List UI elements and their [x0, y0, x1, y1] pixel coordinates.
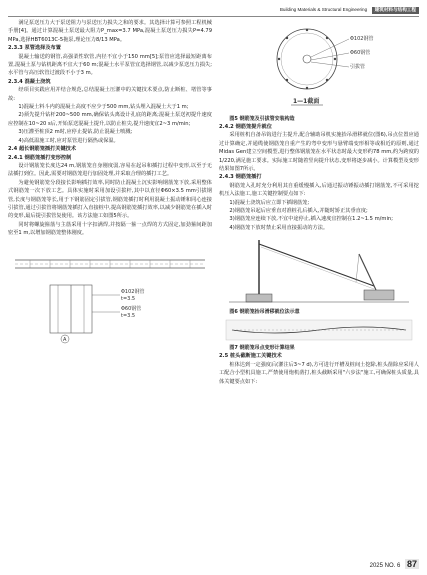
figure-6-caption: 图6 钢筋笼抬吊滑移就位法示意: [229, 309, 300, 316]
paragraph: 为避免钢筋笼分段接长影响插打效率,同时防止混凝土沉实影响钢筋笼下放,采用整体式钢筋笼一次下放工艺。具体实施时采用加设引拔杆,其中以直径Φ60×3.5 mm引拔钢管,长度与钢筋笼等长,用于下钢筋固定引拔管,钢筋笼插打时利用混凝土振动锤和同心连接引拔管,通过引拔管将钢筋笼插打入直接桩中,提高钢筋笼插打效率,以减少钢筋笼在插入时的变形,最后提引拔管复使用。该方法施工如图5所示。: [8, 179, 212, 220]
center-pipe: [303, 55, 311, 63]
right-column: [219, 19, 419, 386]
paragraph: 同时将螺旋箍筋与主筋采用十字扣满焊,并按隔一箍一点焊的方式固定,加劲箍间距加密至1 m,以增加钢筋笼整体刚度。: [8, 221, 212, 237]
figure-5-caption: 图5 钢筋笼及引拔管安装构造: [229, 116, 295, 122]
rebar-cage-elevation-figure: [10, 240, 210, 345]
section-heading: 2.3.4 混凝土浇筑: [8, 78, 51, 85]
figure-7-caption: 图7 钢筋笼吊点变形计算结果: [229, 345, 295, 352]
leader-line: [311, 53, 349, 60]
paragraph: 经项目实践应用并结合规范,总结混凝土压灌中的关键技术要点,防止断桩、堵管等事故:: [8, 87, 212, 102]
paragraph: 混凝土输送的钢管,高强柔性软管,内径不宜小于150 mm[5];泵管应选择最短距离布置,混凝土泵与钻机距离不宜大于60 m;混凝土水平泵管宜选择钢管,以减少泵送压力损失;水平管与高压软管过渡段不小于3 m。: [8, 53, 212, 77]
rebar-cage-lower: [261, 247, 374, 289]
section-heading: 2.4.1 钢筋笼插打变形控制: [8, 154, 72, 161]
figure-6-diagram: [224, 234, 414, 306]
section-heading: 2.5 桩头截断施工关键技术: [219, 353, 282, 360]
section-heading: 2.4.2 钢筋笼提升就位: [219, 124, 272, 130]
figure-7-diagram: [224, 318, 414, 342]
page-footer: [370, 559, 419, 569]
paragraph: 满足泵送压力大于泵送阻力与泵送压力损失之和的要求。其选择计算可参照工程机械手册[4]。通过计算混凝土泵送最大阻力P_max=3.7 MPa,混凝土泵送压力损失P=4.79 MPa,选择HBT6013C-5拖泵,理论压力8/13 MPa。: [8, 20, 212, 43]
paragraph: 3)压灌至桩顶2 m时,应停止提钻,防止混凝土喷溅;: [18, 129, 133, 136]
thickness-label: t=3.5: [121, 312, 136, 319]
paragraph: 4)钢筋笼下放时禁止采用直接振动的方法。: [229, 224, 329, 231]
outer-pipe-label: Φ60钢管: [121, 305, 142, 312]
mid-pipe-label: Φ60钢管: [350, 50, 371, 56]
paragraph: 4)高低温施工时,应对泵管进行隔热或保温。: [18, 137, 119, 144]
thickness-label: t=3.5: [121, 295, 136, 302]
pile-rig-body: [246, 294, 272, 302]
leader-line: [311, 39, 349, 57]
running-header: [8, 4, 419, 17]
journal-name-en: Building Materials & Structural Engineering: [279, 7, 368, 12]
paragraph: 桩体达到一定强度后(灌注后3~7 d),方可进行开槽及桩间土挖除,桩头凿除应采用人工配合小型机具施工,严禁使用炮机凿打,桩头截断采用"六步法"施工,可确保桩头质量,具体关键要点如下:: [219, 361, 419, 385]
rebar-cage: [259, 244, 374, 286]
section-label: 1—1截面: [293, 98, 320, 105]
figure-5-diagram: [229, 21, 409, 113]
top-pipe-label: Φ102钢管: [350, 36, 374, 42]
paragraph: 设计钢筋笼长度达24 m,钢筋笼自身刚度弱,容易在起吊和插打过程中变形,以至于无法插打到位。因此,需要对钢筋笼进行加固处理,并采取合理的插打工艺。: [8, 162, 212, 178]
inner-pipe-label: Φ102钢管: [121, 288, 145, 295]
crane-boom: [359, 254, 376, 290]
left-column: [8, 19, 212, 347]
paragraph: 1)混凝土料斗内的混凝土高度不应少于500 mm,钻头埋入混凝土大于1 m;: [18, 104, 189, 111]
paragraph: 1)混凝土浇筑后应立即下插钢筋笼;: [229, 199, 310, 206]
pull-pipe-label: 引拔管: [350, 64, 366, 70]
paragraph: 2)须先提升钻杆200~500 mm,确保钻头离设计孔底的距离;混凝土泵送初提升速度应控制在10~20 s后,开始泵送混凝土提升,以防止桩尖,提升速度宜2~3 m/min;: [8, 112, 212, 127]
crane-body: [364, 290, 394, 300]
crane-cable: [356, 254, 359, 282]
issue-label: 2025 NO. 6: [369, 563, 401, 569]
cage-inner-circle: [281, 33, 333, 85]
leader-line: [311, 62, 349, 67]
section-heading: 2.4 超长钢筋笼插打关键技术: [8, 146, 77, 153]
paragraph: 2)钢筋笼吊起后应垂直对准桩孔后插入,并随时矫正其垂直度;: [229, 208, 368, 215]
main-bars: [278, 29, 336, 89]
detail-marker-label: A: [63, 336, 67, 343]
paragraph: 3)钢筋笼应连续下放,不宜中途停止,插入速度宜控制在1.2~1.5 m/min;: [229, 216, 393, 223]
section-heading: 2.3.3 泵管选择及布置: [8, 45, 61, 52]
journal-name-cn: 建筑材料与结构工程: [372, 7, 419, 14]
paragraph: 采用桩机自备吊钩进行主提升,配合辅助吊机实施抬吊滑移就位(图6),吊点位置应通过计算确定,并通缆使钢筋笼自重产生的弯中变形与悬臂端变形相等或相近的原则,通过Midas Gen建立空间模型,进行整体钢筋笼在水平状态时最大变形约78 mm,约为跨度的1/220,满足施工要求。实际施工时随着竖向提升状态,变形将逐步减小。计算模型及变形结果如图7所示。: [219, 132, 419, 173]
paragraph: 钢筋笼入孔时充分利用其自重缓慢插入,后通过振动锤振动插打钢筋笼,不可采用挖机压入法施工,施工关键控制要点如下:: [219, 182, 419, 198]
page-number: 87: [406, 559, 417, 569]
section-heading: 2.4.3 钢筋笼插打: [219, 174, 262, 181]
